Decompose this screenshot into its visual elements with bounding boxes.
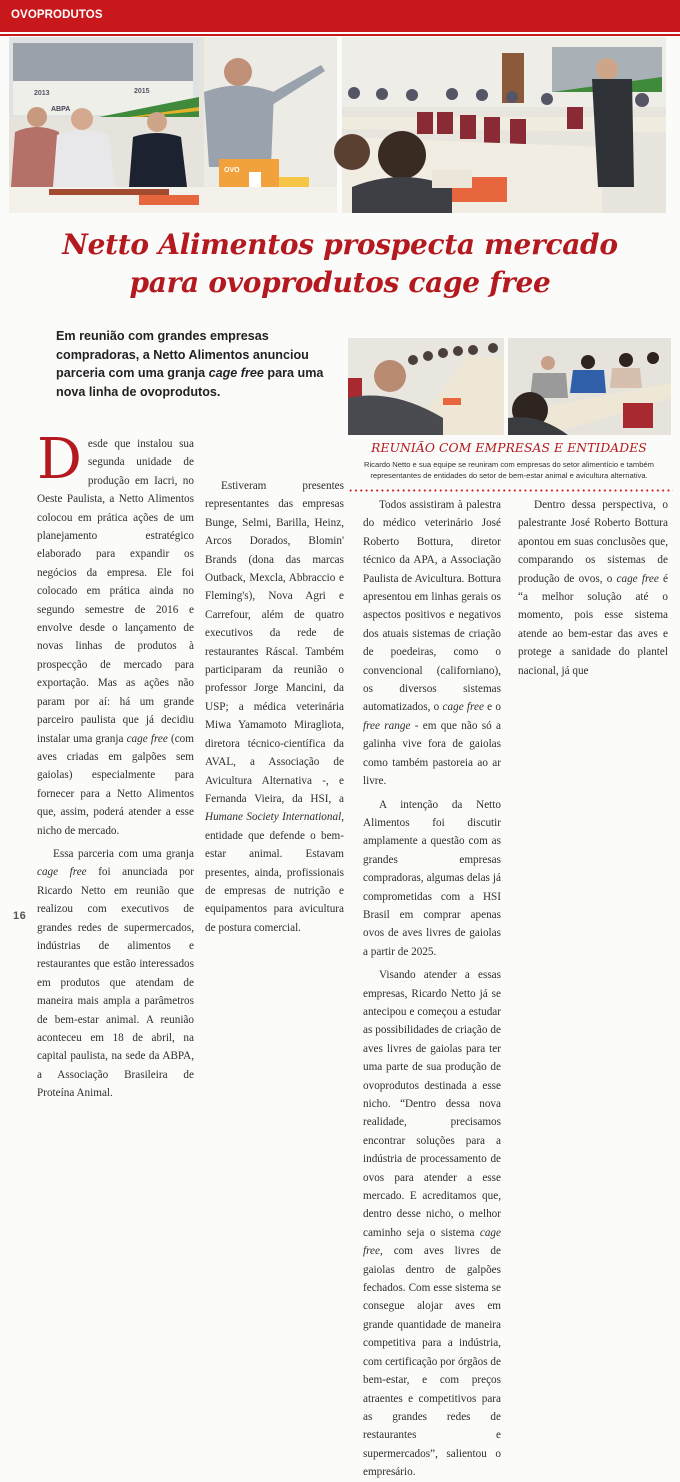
photo-speaker-with-products (9, 37, 337, 213)
p2-text-a: Essa parceria com uma granja (53, 847, 194, 860)
drop-cap: D (37, 427, 82, 492)
header-rule (0, 34, 680, 36)
photo-meeting-room (342, 37, 666, 213)
article-headline (60, 226, 620, 302)
p6-text-b: , com aves livres de gaiolas dentro de galpões fechados. Com esse sistema se consegue alojar aves em grande quantidade de maneira competitiva para a indústria, com certificação por órgãos de bem-estar, e com preços atraentes e competitivos para as grandes redes de restaurantes e supermercados”, salientou o empresário. (363, 1245, 501, 1479)
p4-text-b: - em que não só a galinha vive fora de gaiolas como também pastoreia ao ar livre. (363, 719, 501, 788)
paragraph-1 (37, 427, 194, 840)
article-column-2 (205, 435, 344, 937)
article-column-1 (37, 427, 194, 1103)
p4-text-mid: e o (483, 701, 501, 714)
section-header-bar (0, 0, 680, 32)
paragraph-6 (363, 966, 501, 1481)
p7-italic: cage free (616, 572, 659, 585)
p5-text: A intenção da Netto Alimentos foi discutir amplamente a questão com as grandes empresas compradoras, algumas delas já comprometidas com a HSI Brasil em comprar apenas ovos de aves livres de gaiolas a partir de 2025. (363, 798, 501, 958)
page-number: 16 (13, 910, 27, 922)
p1-italic: cage free (126, 732, 168, 745)
p6-text: Visando atender a essas empresas, Ricardo Netto já se antecipou e começou a estudar as possibilidades de criação de aves livres de gaiolas para ter uma parte de sua produção de ovoprodutos destinada a esse nicho. “Dentro dessa nova realidade, precisamos encontrar soluções para a indústria de processamento de ovos para atender a esse mercado. E acreditamos que, dentro desse nicho, o melhor caminho seja o sistema (363, 969, 501, 1239)
p3-italic: Humane Society International (205, 811, 342, 824)
lede-text-2: para uma nova linha de ovoprodutos. (56, 366, 324, 399)
caption-dotted-rule (348, 489, 673, 492)
paragraph-3 (205, 477, 344, 937)
p7-text-b: é “a melhor solução até o momento, pois esse sistema atende ao bem-estar das aves e protege a sanidade do plantel nacional, já que (518, 572, 668, 677)
paragraph-4 (363, 496, 501, 791)
photo-caption-right (508, 338, 671, 435)
paragraph-2 (37, 845, 194, 1103)
lede-text-1: Em reunião com grandes empresas compradoras, a Netto Alimentos anunciou parceria com uma granja (56, 329, 309, 380)
section-title: OVOPRODUTOS (11, 9, 103, 21)
headline-line-1: Netto Alimentos prospecta mercado (62, 228, 618, 261)
poster-year-2013: 2013 (34, 90, 50, 97)
poster-year-2015: 2015 (134, 88, 150, 95)
p2-text-b: foi anunciada por Ricardo Netto em reunião que realizou com executivos de grandes redes de supermercados, indústrias de alimentos e restaurantes que estão interessados em produtos que atendam de maneira mais ampla a parâmetros de bem-estar animal. A reunião aconteceu em 18 de abril, na capital paulista, na sede da ABPA, a Associação Brasileira de Proteína Animal. (37, 866, 194, 1100)
article-lede (56, 327, 341, 401)
p4-italic-1: cage free (442, 701, 484, 714)
p3-text-b: , entidade que defende o bem-estar animal. Estavam presentes, ainda, profissionais de empresas de nutrição e equipamentos para avicultura de postura comercial. (205, 811, 344, 934)
p4-text: Todos assistiram à palestra do médico veterinário José Roberto Bottura, diretor técnico da APA, a Associação Paulista de Avicultura. Bottura apresentou em linhas gerais os aspectos positivos e negativos dos atuais sistemas de criação de poedeiras, como o convencional (californiano), os diversos sistemas automatizados, o (363, 499, 501, 714)
article-column-4 (518, 496, 668, 680)
p2-italic: cage free (37, 866, 87, 879)
p1-text-a: esde que instalou sua segunda unidade de produção em Iacri, no Oeste Paulista, a Netto Alimentos colocou em prática ações de um planejamento estratégico elaborado para expandir os negócios da empresa. Ele foi colocado em prática ainda no segundo semestre de 2016 e envolve desde o lançamento de novas linhas de produtos à prospecção de mercado para exportação. Mas as ações não param por aí: há um grande parceiro paulista que já decidiu instalar uma granja (37, 438, 194, 745)
caption-text: Ricardo Netto e sua equipe se reuniram com empresas do setor alimentício e também representantes de entidades do setor de bem-estar animal e avicultura alternativa. (364, 460, 654, 480)
p4-italic-2: free range (363, 719, 411, 732)
headline-line-2: para ovoprodutos cage free (129, 266, 551, 299)
p6-italic: cage free (363, 1226, 501, 1258)
p3-text: Estiveram presentes representantes das empresas Bunge, Selmi, Barilla, Heinz, Arcos Dorados, Blomin' Brands (dona das marcas Outback, Mexcla, Abbraccio e Fleming's), Nova Agri e Carrefour, além de quatro executivos da rede de restaurantes Ráscal. Também participaram da reunião o professor Jorge Mancini, da USP; a médica veterinária Miwa Yamamoto Miragliota, diretora técnico-científica da AVAL, a Associação de Avicultura Alternativa -, e Fernanda Vieira, da HSI, a (205, 480, 344, 805)
paragraph-7 (518, 496, 668, 680)
lede-italic: cage free (208, 366, 264, 380)
article-column-3 (363, 496, 501, 1482)
p1-text-b: (com aves criadas em galpões sem gaiolas) especialmente para fornecer para a Netto Alimentos que, assim, poderá atender a esse nicho de mercado. (37, 732, 194, 837)
poster-logo-abpa: ABPA (51, 106, 71, 113)
product-label-ovo: OVO (224, 167, 240, 174)
caption-title: REUNIÃO COM EMPRESAS E ENTIDADES (371, 441, 647, 455)
photo-caption-left (348, 338, 504, 435)
paragraph-5 (363, 796, 501, 962)
p7-text-a: Dentro dessa perspectiva, o palestrante José Roberto Bottura apontou em suas conclusões que, comparando os sistemas de produção de ovos, o (518, 499, 668, 585)
